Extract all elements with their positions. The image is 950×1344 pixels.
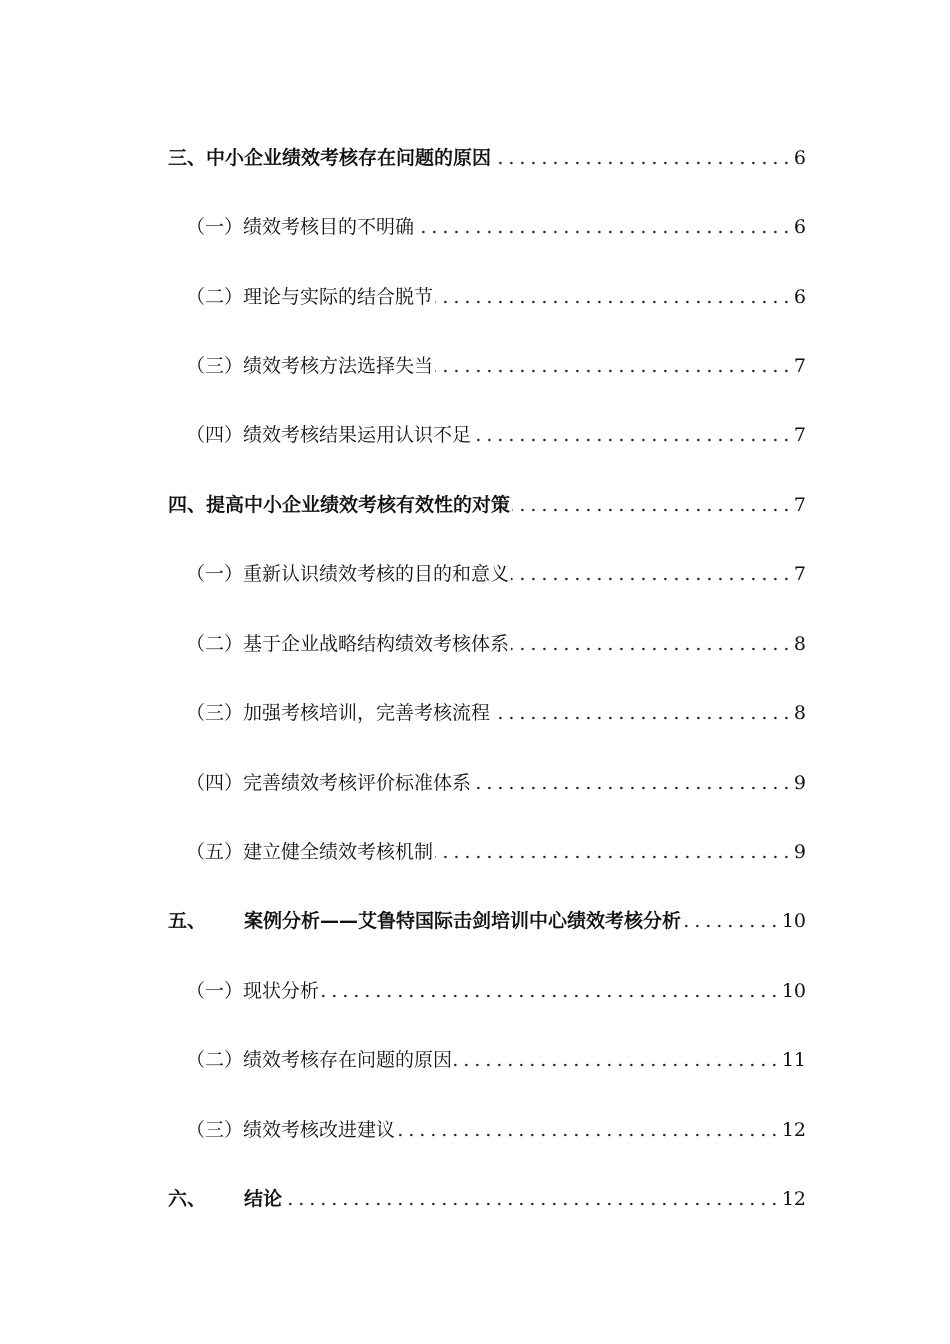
- toc-entry[interactable]: [168, 485, 806, 517]
- toc-entry-page: 8: [793, 633, 806, 655]
- toc-entry-title: 三、中小企业绩效考核存在问题的原因: [168, 147, 492, 169]
- toc-entry-title: （四）完善绩效考核评价标准体系: [186, 772, 472, 794]
- toc-entry-title: （二）绩效考核存在问题的原因: [186, 1049, 453, 1071]
- toc-entry[interactable]: [186, 971, 806, 1003]
- dot-leader: [493, 160, 792, 166]
- toc-entry-page: 6: [793, 286, 806, 308]
- toc-entry-title: （五）建立健全绩效考核机制: [186, 841, 434, 863]
- toc-entry-page: 9: [793, 841, 806, 863]
- toc-entry-page: 9: [793, 772, 806, 794]
- toc-entry[interactable]: [186, 832, 806, 864]
- dot-leader: [683, 923, 780, 929]
- toc-entry-page: 8: [793, 702, 806, 724]
- dot-leader: [511, 646, 792, 652]
- dot-leader: [454, 1062, 780, 1068]
- toc-entry-page: 7: [793, 494, 806, 516]
- dot-leader: [473, 785, 792, 791]
- toc-entry-title: （二）基于企业战略结构绩效考核体系: [186, 633, 510, 655]
- toc-entry-page: 6: [793, 147, 806, 169]
- dot-leader: [397, 1132, 780, 1138]
- toc-entry[interactable]: [186, 1040, 806, 1072]
- toc-entry-title: （三）绩效考核改进建议: [186, 1119, 396, 1141]
- toc-entry-number: 五、: [168, 910, 207, 932]
- toc-entry-page: 7: [793, 355, 806, 377]
- dot-leader: [473, 437, 792, 443]
- dot-leader: [435, 368, 792, 374]
- toc-entry-title: （三）加强考核培训，完善考核流程: [186, 702, 491, 724]
- toc-entry[interactable]: [168, 138, 806, 170]
- dot-leader: [435, 854, 792, 860]
- toc-entry[interactable]: [186, 277, 806, 309]
- toc-entry[interactable]: [186, 346, 806, 378]
- dot-leader: [492, 715, 792, 721]
- toc-entry-page: 7: [793, 424, 806, 446]
- toc-entry[interactable]: [186, 693, 806, 725]
- dot-leader: [284, 1201, 780, 1207]
- toc-entry-title: （二）理论与实际的结合脱节: [186, 286, 434, 308]
- toc-entry[interactable]: [168, 1179, 806, 1211]
- dot-leader: [512, 507, 792, 513]
- toc-entry-title: （一）绩效考核目的不明确: [186, 216, 415, 238]
- toc-entry-page: 12: [781, 1119, 806, 1141]
- toc-entry-number: 六、: [168, 1188, 207, 1210]
- toc-entry-title: 案例分析——艾鲁特国际击剑培训中心绩效考核分析: [244, 910, 682, 932]
- dot-leader: [321, 993, 780, 999]
- toc-entry-page: 12: [781, 1188, 806, 1210]
- toc-entry[interactable]: [186, 207, 806, 239]
- toc-entry[interactable]: [186, 415, 806, 447]
- toc-entry-title: （一）现状分析: [186, 980, 320, 1002]
- toc-entry-title: （三）绩效考核方法选择失当: [186, 355, 434, 377]
- dot-leader: [511, 576, 792, 582]
- toc-entry[interactable]: [168, 901, 806, 933]
- toc-entry-title: （一）重新认识绩效考核的目的和意义: [186, 563, 510, 585]
- toc-entry-page: 11: [781, 1049, 806, 1071]
- toc-entry-title: （四）绩效考核结果运用认识不足: [186, 424, 472, 446]
- toc-entry-title: 四、提高中小企业绩效考核有效性的对策: [168, 494, 511, 516]
- dot-leader: [416, 229, 792, 235]
- toc-entry-title: 结论: [244, 1188, 283, 1210]
- toc-entry[interactable]: [186, 1110, 806, 1142]
- toc-entry-page: 10: [781, 980, 806, 1002]
- toc-entry[interactable]: [186, 763, 806, 795]
- dot-leader: [435, 299, 792, 305]
- toc-entry-page: 10: [781, 910, 806, 932]
- toc-entry-page: 7: [793, 563, 806, 585]
- toc-entry[interactable]: [186, 554, 806, 586]
- toc-entry[interactable]: [186, 624, 806, 656]
- toc-entry-page: 6: [793, 216, 806, 238]
